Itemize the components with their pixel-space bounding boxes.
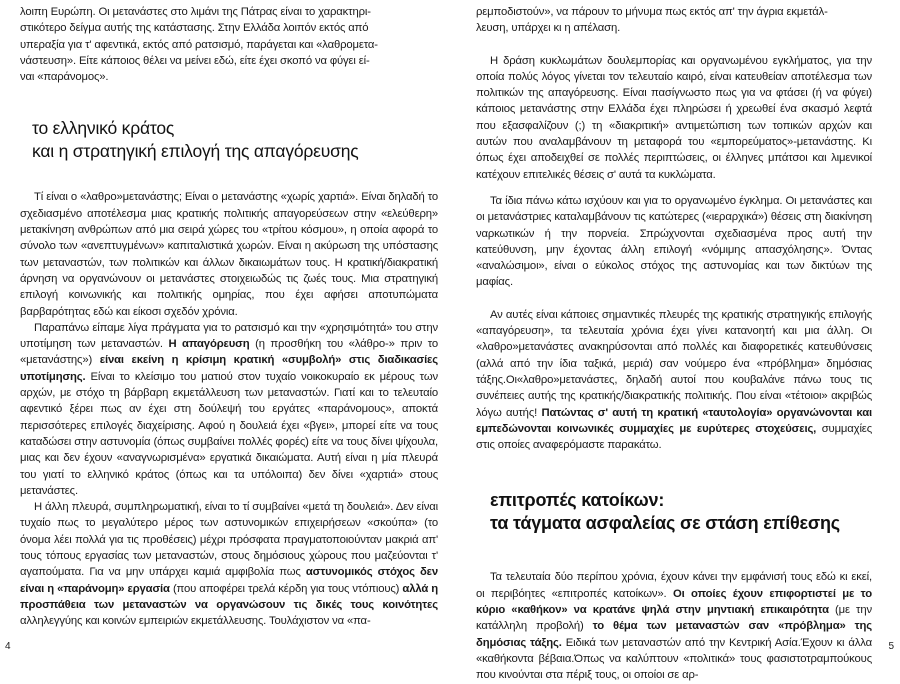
left-paragraph-3-part-a: Η άλλη πλευρά, συμπληρωματική, είναι το τί συμβαίνει «μετά τη δουλειά». Δεν είναι τυχαίο πως το μεγαλύτερο μέρος των αστυνομικών επιχειρήσεων «σκούπα» (το όνομα λέει πολλά για τις προθέσεις) μέχρι πρόσφατα πραγματοποιούνταν μακριά απ' τους τόπους εργασίας των μεταναστών, στους δημόσιους χώρους που μαζεύονται τ' αγαπούματα. Για να μην υπάρχει καμιά αμφιβολία πως bbox=[20, 501, 438, 579]
section-heading-state-line-1: το ελληνικό κράτος bbox=[32, 118, 175, 139]
right-paragraph-3-part-a: Αν αυτές είναι κάποιες σημαντικές πλευρές της κρατικής στρατηγικής επιλογής «απαγόρευση», τα τελευταία χρόνια έχει γίνει κατανοητή και μια άλλη. Οι «λαθρο»μετανάστες ανακηρύσονται από πολλές και διαφορετικές κατευθύνσεις (αλλά από την ίδια ταξικά, μεριά) σαν νούμερο ένα «πρόβλημα» δημόσιας τάξης.Οι«λαθρο»μετανάστες, δηλαδή αυτοί που κουβαλάνε πάνω τους τις συνέπειες αυτής της κρατικής/διακρατικής πολιτικής. Που είναι «τέτοιοι» ακριβώς λόγω αυτής! bbox=[476, 308, 872, 419]
section-heading-committees bbox=[490, 489, 872, 535]
right-paragraph-2: Τα ίδια πάνω κάτω ισχύουν και για το οργανωμένο έγκλημα. Οι μετανάστες και οι μετανάστριες καταλαμβάνουν τις κατώτερες («ιεραρχικά») θέσεις στη διακίνηση ναρκωτικών ή την πορνεία. Σπρώχνονται σχεδιασμένα προς αυτή την κατεύθυνση, μην έχοντας άλλη επιλογή «νόμιμης απασχόλησης». Όντας «αναλώσιμοι», είναι ο εύκολος στόχος της αστυνομίας και των δικτύων της μαφίας. bbox=[476, 194, 872, 289]
right-paragraph-3-bold-b: Πατώντας σ' αυτή τη κρατική «ταυτολογία» οργανώνονται και εμπεδώνονται κοινωνικές συμμαχίες με ευρύτερες στοχεύσεις, bbox=[476, 406, 872, 435]
left-paragraph-3-part-c: (που αποφέρει τρελά κέρδη για τους ντόπιους) bbox=[169, 582, 403, 595]
right-paragraph-3-part-c: συμμαχίες στις οποίες αναφερόμαστε παρακάτω. bbox=[476, 422, 872, 452]
section-heading-committees-line-2: τα τάγματα ασφαλείας σε στάση επίθεσης bbox=[490, 513, 840, 534]
right-paragraph-4-bold-b: Οι οποίες έχουν επιφορτιστεί με το κύριο «καθήκον» να κρατάνε ψηλά στην μηντιακή επικαιρότητα bbox=[476, 587, 872, 617]
right-paragraph-4 bbox=[476, 569, 872, 683]
left-paragraph-3-bold-b: αστυνομικός στόχος δεν είναι η «παράνομη» εργασία bbox=[20, 566, 438, 595]
left-intro-line-4: νάστευση». Είτε κάποιος θέλει να μείνει εδώ, είτε έχει σκοπό να φύγει εί- bbox=[20, 54, 370, 67]
page-number-right: 5 bbox=[888, 641, 894, 652]
section-heading-state bbox=[32, 117, 438, 163]
paragraph-gap bbox=[476, 37, 872, 53]
left-paragraph-2-part-e: Είναι το κλείσιμο του ματιού στον τυχαίο νοικοκυραίο εκ μέρους των αρχών, με στόχο τη βάρβαρη εκμετάλλευση των μεταναστών. Γιατί και το τελευταίο αφεντικό ξέρει πως αν έχει στη δούλεψή του εργάτες «παράνομους», αποκτά περισσότερες επιλογές διαχείρισης. Αφού η δουλειά έχει «βγει», μπορεί είτε να τους καταδώσει στην αστυνομία (όπως συμβαίνει πολλές φορές) είτε να τους δίνει ψίχουλα, μιας και δεν έχουν «αναγνωρισμένα» εργατικά δικαιώματα. Αυτή είναι η μία πλευρά του γιατί το ελληνικό κράτος (όπως και τα υπόλοιπα) δεν δίνει «χαρτιά» στους μετανάστες. bbox=[20, 370, 438, 497]
section-heading-committees-line-1: επιτροπές κατοίκων: bbox=[490, 490, 665, 511]
left-intro-line-2: στικότερο δείγμα αυτής της κατάστασης. Στην Ελλάδα λοιπόν εκτός από bbox=[20, 22, 369, 35]
right-intro-line-1: ρεμποδιστούν», να πάρουν το μήνυμα πως εκτός απ' την άγρια εκμετάλ- bbox=[476, 6, 828, 18]
section-heading-state-line-2: και η στρατηγική επιλογή της απαγόρευσης bbox=[32, 141, 359, 162]
paragraph-gap bbox=[476, 291, 872, 307]
left-paragraph-2-bold-a: Η απαγόρευση bbox=[168, 338, 250, 351]
left-paragraph-2-part-a: Παραπάνω είπαμε λίγα πράγματα για το ρατσισμό και την «χρησιμότητά» του στην υποτίμηση των μεταναστών. bbox=[20, 321, 438, 351]
left-page bbox=[0, 0, 450, 658]
left-intro-line-1: λοιπη Ευρώπη. Οι μετανάστες στο λιμάνι της Πάτρας είναι το χαρακτηρι- bbox=[20, 6, 371, 18]
left-intro-line-5: ναι «παράνομος». bbox=[20, 71, 109, 84]
left-paragraph-3-part-e: αλληλεγγύης και κοινών εμπειριών εκμετάλλευσης. Τουλάχιστον να «πα- bbox=[20, 615, 371, 628]
right-paragraph-3 bbox=[476, 307, 872, 454]
right-intro-line-2: λευση, υπάρχει κι η απέλαση. bbox=[476, 22, 621, 35]
left-paragraph-2-bold-d: είναι εκείνη η κρίσιμη κρατική «συμβολή» στις διαδικασίες υποτίμησης. bbox=[20, 354, 438, 383]
right-paragraph-4-bold-d: το θέμα των μεταναστών σαν «πρόβλημα» της δημόσιας τάξης. bbox=[476, 620, 873, 649]
right-page bbox=[450, 0, 900, 682]
right-paragraph-4-part-a: Τα τελευταία δύο περίπου χρόνια, έχουν κάνει την εμφάνισή τους εδώ κι εκεί, οι περιβόητες «επιτροπές κατοίκων». bbox=[476, 571, 872, 600]
right-paragraph-4-part-c: (με την κατάλληλη προβολή) bbox=[476, 604, 872, 633]
left-paragraph-2 bbox=[20, 320, 438, 499]
right-paragraph-1: Η δράση κυκλωμάτων δουλεμπορίας και οργανωμένου εγκλήματος, για την οποία πολύς λόγος γίνεται τον τελευταίο καιρό, είναι κατευθείαν αποτέλεσμα των πολιτικών της απαγόρευσης. Είναι πασίγνωστο πως για να φτάσει (ή να φύγει) κάποιος μετανάστης στην Ελλάδα έχει πληρώσει ή χρεωθεί ένα σκασμό λεφτά που εξασφαλίζουν (;) τη «διακριτική» αντιμετώπιση των τοπικών αρχών και αυτών που αναλαμβάνουν τη μεταφορά του «εμπορεύματος»-μετανάστης. Κι όπως έχει αποδειχθεί σε πολλές περιπτώσεις, οι έλληνες μπάτσοι και λιμενικοί κατέχουν επιτελικές θέσεις σ' αυτά τα κυκλώματα. bbox=[476, 54, 872, 181]
right-paragraph-4-part-e: Ειδικά των μεταναστών από την Κεντρική Ασία.Έχουν κι άλλα «καθήκοντα βέβαια.Όπως να καλύπτουν «πολιτικά» τους φασιστοτραμπούκους που κινούνται στα πέριξ τους, οι οποίοι σε αρ- bbox=[476, 636, 872, 682]
paragraph-gap bbox=[476, 183, 872, 193]
page-number-left: 4 bbox=[5, 641, 11, 652]
left-paragraph-1: Τί είναι ο «λαθρο»μετανάστης; Είναι ο μετανάστης «χωρίς χαρτιά». Είναι δηλαδή το σχεδιασμένο αποτέλεσμα μιας κρατικής πολιτικής απαγορεύσεων στην «ελεύθερη» μετακίνηση ανθρώπων από μια σειρά χώρες του «τρίτου κόσμου», η οποία αφορά το σύνολο των «ανεπτυγμένων» καπιταλιστικά χωρών. Είναι η ακύρωση της υπόστασης των μεταναστών, των πολιτικών και άλλων δικαιωμάτων τους. Η κρατική/διακρατική άρνηση να οργανώνουν οι μετανάστες στοιχειωδώς τις ζωές τους. Μια στρατηγική επιλογή κοινωνικής και πολιτικής ομηρίας, που έχει αφήσει αποτυπώματα βαρβαρότητας εδώ και είκοσι σχεδόν χρόνια. bbox=[20, 191, 438, 318]
left-paragraph-3 bbox=[20, 499, 438, 629]
left-paragraph-2-part-c: (η προσθήκη του «λάθρο-» πριν το «μετανάστης») bbox=[20, 338, 438, 367]
left-intro-line-3: υπεραξία για τ' αφεντικά, εκτός από ρατσισμό, παράγεται και «λαθρομετα- bbox=[20, 38, 378, 51]
left-paragraph-3-bold-d: αλλά η προσπάθεια των μεταναστών να οργανώσουν τις δικές τους κοινότητες bbox=[20, 582, 438, 611]
